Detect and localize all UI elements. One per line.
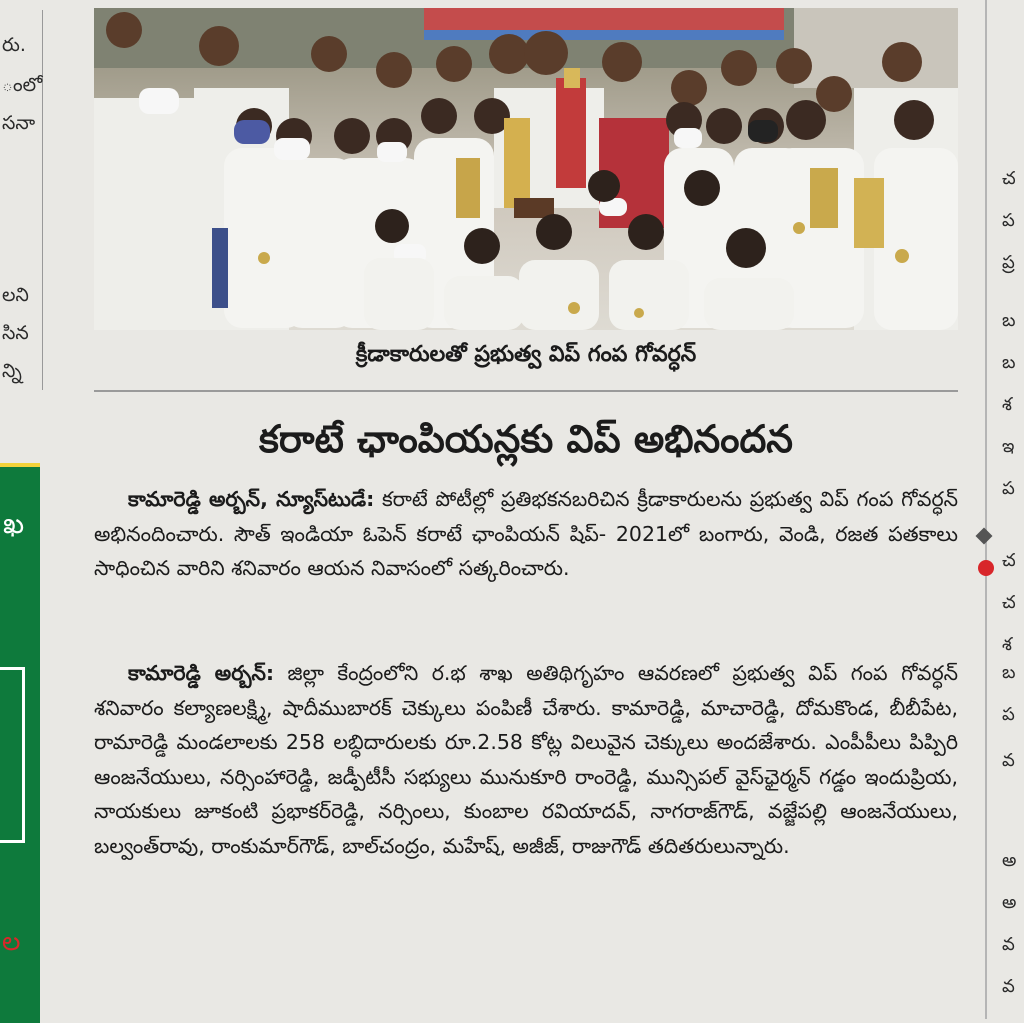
dateline: కామారెడ్డి అర్బన్, న్యూస్‌టుడే: xyxy=(128,487,375,511)
right-text-fragment: వ xyxy=(1002,976,1015,997)
group-photo xyxy=(94,8,958,330)
right-text-fragment: ప xyxy=(1002,478,1015,499)
ad-text-fragment: ఖ xyxy=(3,507,25,540)
article-headline: కరాటే ఛాంపియన్లకు విప్ అభినందన xyxy=(259,417,793,461)
green-advertisement xyxy=(0,463,40,1023)
right-text-fragment: బ xyxy=(1002,662,1016,683)
article-paragraph-1 xyxy=(94,482,958,586)
right-text-fragment: ఇ xyxy=(1002,436,1015,457)
photo-caption: క్రీడాకారులతో ప్రభుత్వ విప్ గంప గోవర్ధన్ xyxy=(355,342,697,367)
left-text-fragment: సిన xyxy=(2,322,29,344)
red-dot-marker-icon xyxy=(978,560,994,576)
right-text-fragment: చ xyxy=(1002,592,1016,613)
left-text-fragment: ంలో xyxy=(2,74,43,96)
right-text-fragment: వ xyxy=(1002,934,1015,955)
right-text-fragment: ప xyxy=(1002,704,1015,725)
ad-frame xyxy=(0,667,25,843)
right-text-fragment: అ xyxy=(1002,850,1017,871)
left-text-fragment: రు. xyxy=(2,34,26,56)
right-text-fragment: బ xyxy=(1002,310,1016,331)
left-text-fragment: న్ని xyxy=(2,360,22,382)
article-paragraph-2 xyxy=(94,656,958,864)
right-text-fragment: శ xyxy=(1002,394,1012,415)
right-text-fragment: చ xyxy=(1002,550,1016,571)
right-text-fragment: చ xyxy=(1002,168,1016,189)
diamond-marker-icon xyxy=(976,528,993,545)
right-text-fragment: ప xyxy=(1002,210,1015,231)
dateline: కామారెడ్డి అర్బన్: xyxy=(128,661,275,685)
left-text-fragment: సనా xyxy=(2,112,36,134)
photo-illustration xyxy=(94,8,958,330)
right-text-fragment: వ xyxy=(1002,750,1015,771)
ad-text-fragment: ల xyxy=(2,927,21,957)
right-text-fragment: బ xyxy=(1002,352,1016,373)
left-text-fragment: లని xyxy=(2,284,29,306)
left-adjacent-column xyxy=(0,0,58,1019)
right-text-fragment: శ xyxy=(1002,634,1012,655)
paragraph-body: జిల్లా కేంద్రంలోని ర.భ శాఖ అతిథిగృహం ఆవరణలో ప్రభుత్వ విప్ గంప గోవర్ధన్ శనివారం కల్యాణలక్ష్మి, షాదీముబారక్ చెక్కులు పంపిణీ చేశారు. కామారెడ్డి, మాచారెడ్డి, దోమకొండ, బీబీపేట, రామారెడ్డి మండలాలకు 258 లబ్ధిదారులకు రూ.2.58 కోట్ల విలువైన చెక్కులు అందజేశారు. ఎంపీపీలు పిప్పిరి ఆంజనేయులు, నర్సింహారెడ్డి, జడ్పీటీసీ సభ్యులు మునుకూరి రాంరెడ్డి, మున్సిపల్ వైస్‌ఛైర్మన్ గడ్డం ఇందుప్రియ, నాయకులు జూకంటి ప్రభాకర్‌రెడ్డి, నర్సింలు, కుంబాల రవియాదవ్, నాగరాజ్‌గౌడ్, వజ్జేపల్లి ఆంజనేయులు, బల్వంత్‌రావు, రాంకుమార్‌గౌడ్, బాల్‌చంద్రం, మహేష్, అజీజ్, రాజుగౌడ్ తదితరులున్నారు. xyxy=(94,661,958,858)
paragraph-body: కరాటే పోటీల్లో ప్రతిభకనబరిచిన క్రీడాకారులను ప్రభుత్వ విప్ గంప గోవర్ధన్ అభినందించారు. సౌత్ ఇండియా ఓపెన్ కరాటే ఛాంపియన్ షిప్- 2021లో బంగారు, వెండి, రజత పతకాలు సాధించిన వారిని శనివారం ఆయన నివాసంలో సత్కరించారు. xyxy=(94,487,958,581)
right-text-fragment: అ xyxy=(1002,892,1017,913)
caption-divider xyxy=(94,390,958,392)
column-divider-left xyxy=(42,10,43,390)
column-divider-right xyxy=(985,0,987,1019)
right-text-fragment: ప్ర xyxy=(1002,252,1015,273)
